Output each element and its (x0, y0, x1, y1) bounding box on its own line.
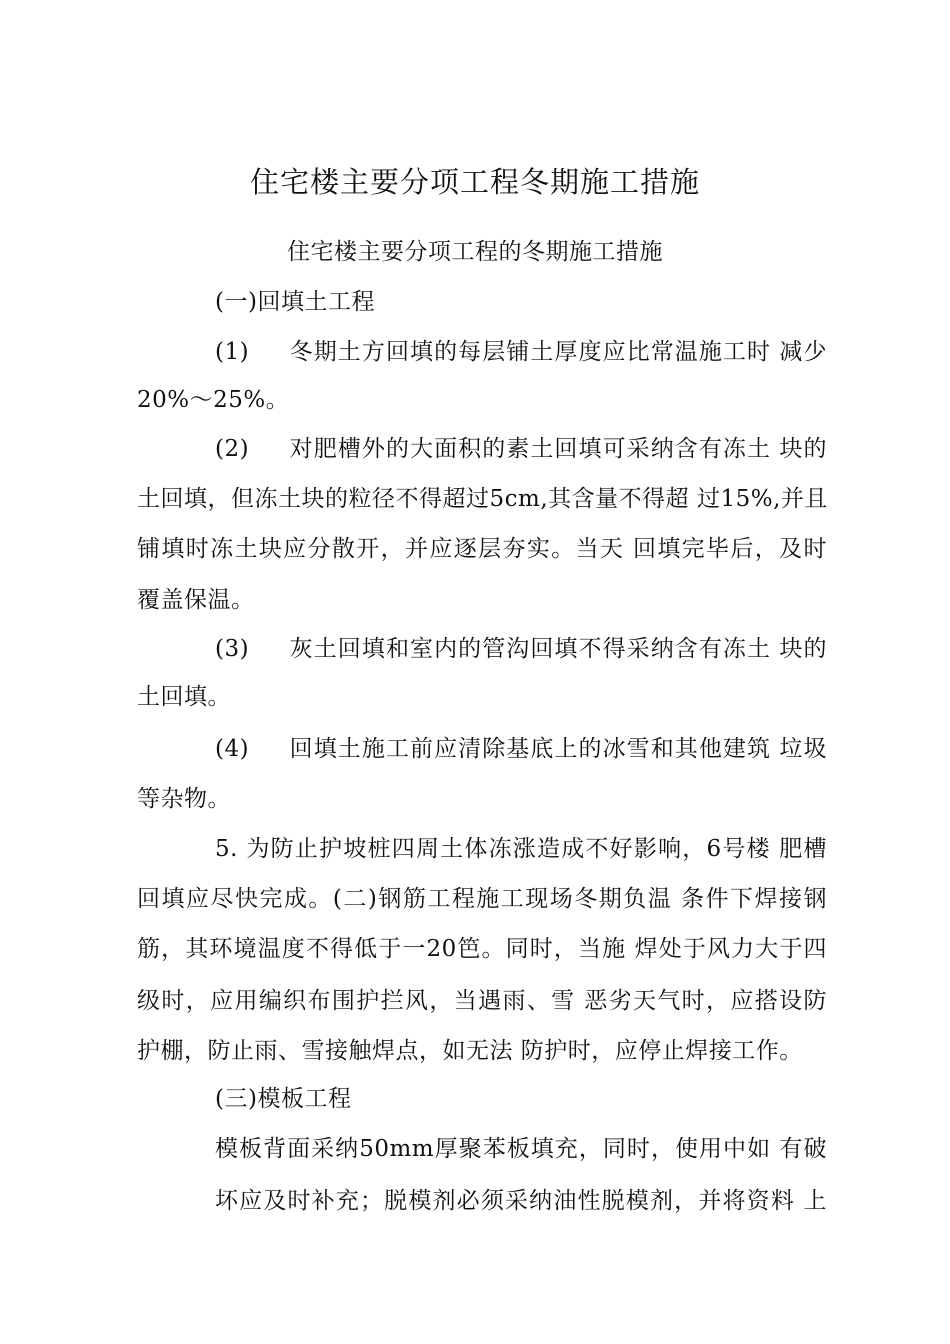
section-heading-formwork: (三)模板工程 (215, 1086, 352, 1112)
formwork-text-1: 模板背面采纳50mm厚聚苯板填充，同时，使用中如 有破 (215, 1136, 827, 1162)
item-3-text-1: 灰土回填和室内的管沟回填不得采纳含有冻土 块的 (289, 636, 827, 662)
item-1-text-2: 20%〜25%。 (137, 387, 290, 413)
item-4-number: (4) (215, 736, 250, 762)
item-4-text-2: 等杂物。 (137, 786, 231, 812)
item-5-text-5: 护棚，防止雨、雪接触焊点，如无法 防护时，应停止焊接工作。 (137, 1038, 803, 1064)
item-3-text-2: 土回填。 (137, 684, 231, 710)
item-4-line-1 (215, 732, 827, 766)
document-title: 住宅楼主要分项工程冬期施工措施 (249, 165, 700, 199)
section-heading-backfill: (一)回填土工程 (215, 289, 375, 315)
item-2-line-1 (215, 432, 827, 466)
item-3-line-1 (215, 632, 827, 666)
formwork-text-2: 坏应及时补充；脱模剂必须采纳油性脱模剂，并将资料 上 (215, 1188, 827, 1214)
document-subtitle: 住宅楼主要分项工程的冬期施工措施 (287, 239, 663, 265)
item-5-text-1: 5. 为防止护坡桩四周土体冻涨造成不好影响，6号楼 肥槽 (215, 836, 827, 862)
item-2-text-1: 对肥槽外的大面积的素土回填可采纳含有冻土 块的 (289, 436, 827, 462)
item-2-text-2: 土回填，但冻土块的粒径不得超过5cm,其含量不得超 过15%,并且 (137, 486, 828, 512)
item-2-text-4: 覆盖保温。 (137, 587, 255, 613)
item-1-number: (1) (215, 339, 250, 365)
item-4-text-1: 回填土施工前应清除基底上的冰雪和其他建筑 垃圾 (289, 736, 827, 762)
item-5-text-3: 筋，其环境温度不得低于一20笆。同时，当施 焊处于风力大于四 (137, 936, 827, 962)
item-2-number: (2) (215, 436, 250, 462)
item-1-line-1 (215, 335, 827, 369)
item-5-text-2: 回填应尽快完成。(二)钢筋工程施工现场冬期负温 条件下焊接钢 (137, 886, 827, 912)
item-2-text-3: 铺填时冻土块应分散开，并应逐层夯实。当天 回填完毕后，及时 (137, 536, 827, 562)
item-5-text-4: 级时，应用编织布围护拦风，当遇雨、雪 恶劣天气时，应搭设防 (137, 988, 827, 1014)
item-1-text-1: 冬期土方回填的每层铺土厚度应比常温施工时 减少 (289, 339, 827, 365)
item-3-number: (3) (215, 636, 250, 662)
